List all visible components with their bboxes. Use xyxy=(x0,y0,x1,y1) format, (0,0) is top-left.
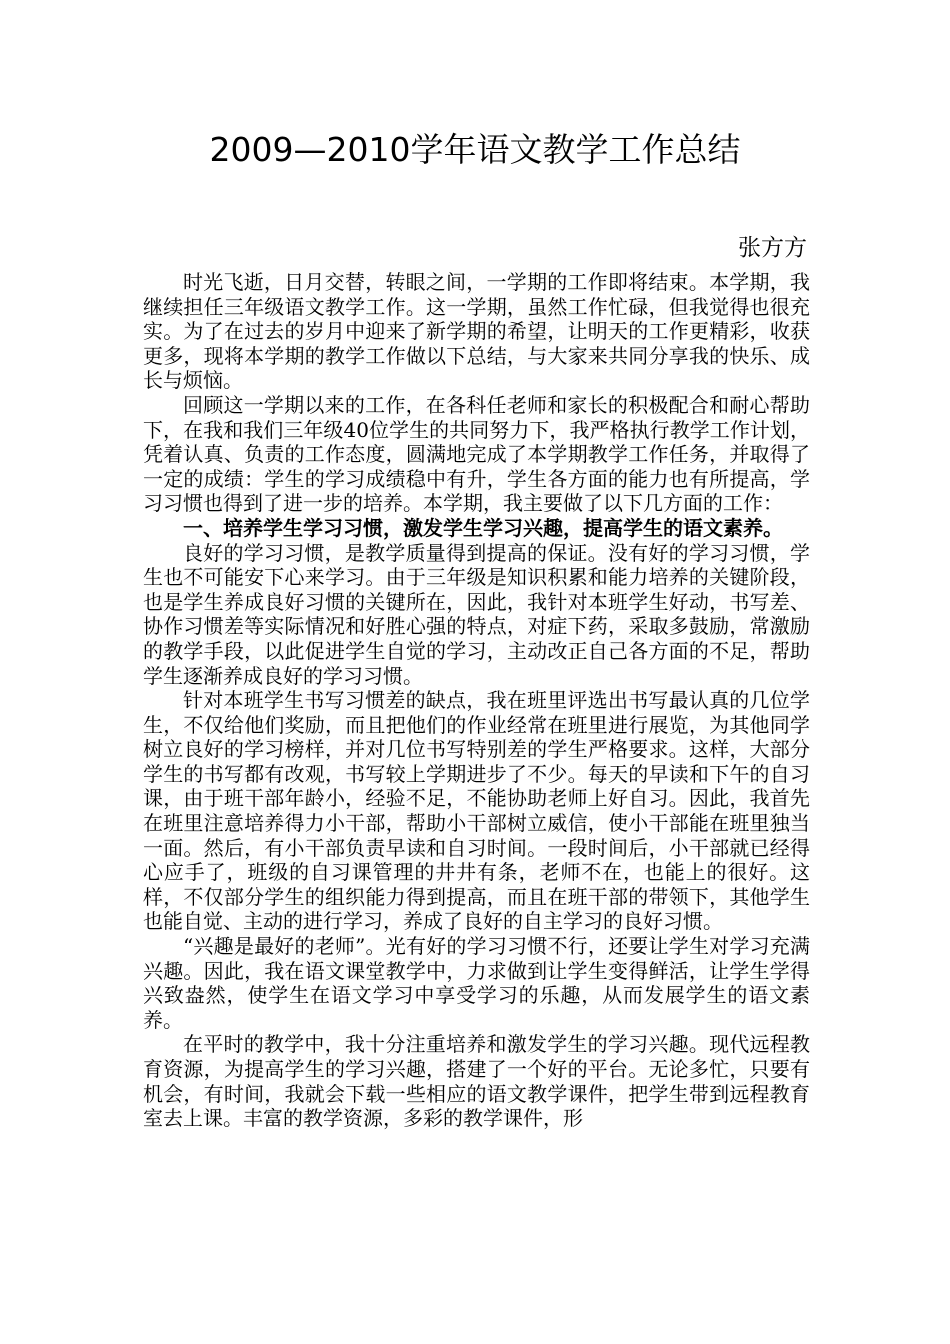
section-heading-1: 一、培养学生学习习惯，激发学生学习兴趣，提高学生的语文素养。 xyxy=(183,515,783,540)
paragraph-teaching: 在平时的教学中，我十分注重培养和激发学生的学习兴趣。现代远程教育资源，为提高学生的学习兴趣，搭建了一个好的平台。无论多忙，只要有机会，有时间，我就会下载一些相应的语文教学课件，把学生带到远程教育室去上课。丰富的教学资源，多彩的教学课件，形 xyxy=(143,1032,810,1131)
paragraph-writing: 针对本班学生书写习惯差的缺点，我在班里评选出书写最认真的几位学生，不仅给他们奖励，而且把他们的作业经常在班里进行展览，为其他同学树立良好的学习榜样，并对几位书写特别差的学生严格要求。这样，大部分学生的书写都有改观，书写较上学期进步了不少。每天的早读和下午的自习课，由于班干部年龄小，经验不足，不能协助老师上好自习。因此，我首先在班里注意培养得力小干部，帮助小干部树立威信，使小干部能在班里独当一面。然后，有小干部负责早读和自习时间。一段时间后，小干部就已经得心应手了，班级的自习课管理的井井有条，老师不在，也能上的很好。这样，不仅部分学生的组织能力得到提高，而且在班干部的带领下，其他学生也能自觉、主动的进行学习，养成了良好的自主学习的良好习惯。 xyxy=(143,688,810,934)
document-title: 2009—2010学年语文教学工作总结 xyxy=(209,130,741,169)
author-name: 张方方 xyxy=(738,235,807,261)
paragraph-habits: 良好的学习习惯，是教学质量得到提高的保证。没有好的学习习惯，学生也不可能安下心来学习。由于三年级是知识积累和能力培养的关键阶段，也是学生养成良好习惯的关键所在，因此，我针对本班学生好动，书写差、协作习惯差等实际情况和好胜心强的特点，对症下药，采取多鼓励，常激励的教学手段，以此促进学生自觉的学习，主动改正自己各方面的不足，帮助学生逐渐养成良好的学习习惯。 xyxy=(143,540,810,688)
paragraph-interest: “兴趣是最好的老师”。光有好的学习习惯不行，还要让学生对学习充满兴趣。因此，我在语文课堂教学中，力求做到让学生变得鲜活，让学生学得兴致盎然，使学生在语文学习中享受学习的乐趣，从而发展学生的语文素养。 xyxy=(143,934,810,1032)
document-body xyxy=(143,270,810,1131)
paragraph-intro: 时光飞逝，日月交替，转眼之间，一学期的工作即将结束。本学期，我继续担任三年级语文教学工作。这一学期，虽然工作忙碌，但我觉得也很充实。为了在过去的岁月中迎来了新学期的希望，让明天的工作更精彩，收获更多，现将本学期的教学工作做以下总结，与大家来共同分享我的快乐、成长与烦恼。 xyxy=(143,270,810,393)
paragraph-review: 回顾这一学期以来的工作，在各科任老师和家长的积极配合和耐心帮助下，在我和我们三年级40位学生的共同努力下，我严格执行教学工作计划，凭着认真、负责的工作态度，圆满地完成了本学期教学工作任务，并取得了一定的成绩：学生的学习成绩稳中有升，学生各方面的能力也有所提高，学习习惯也得到了进一步的培养。本学期，我主要做了以下几方面的工作： xyxy=(143,392,810,516)
